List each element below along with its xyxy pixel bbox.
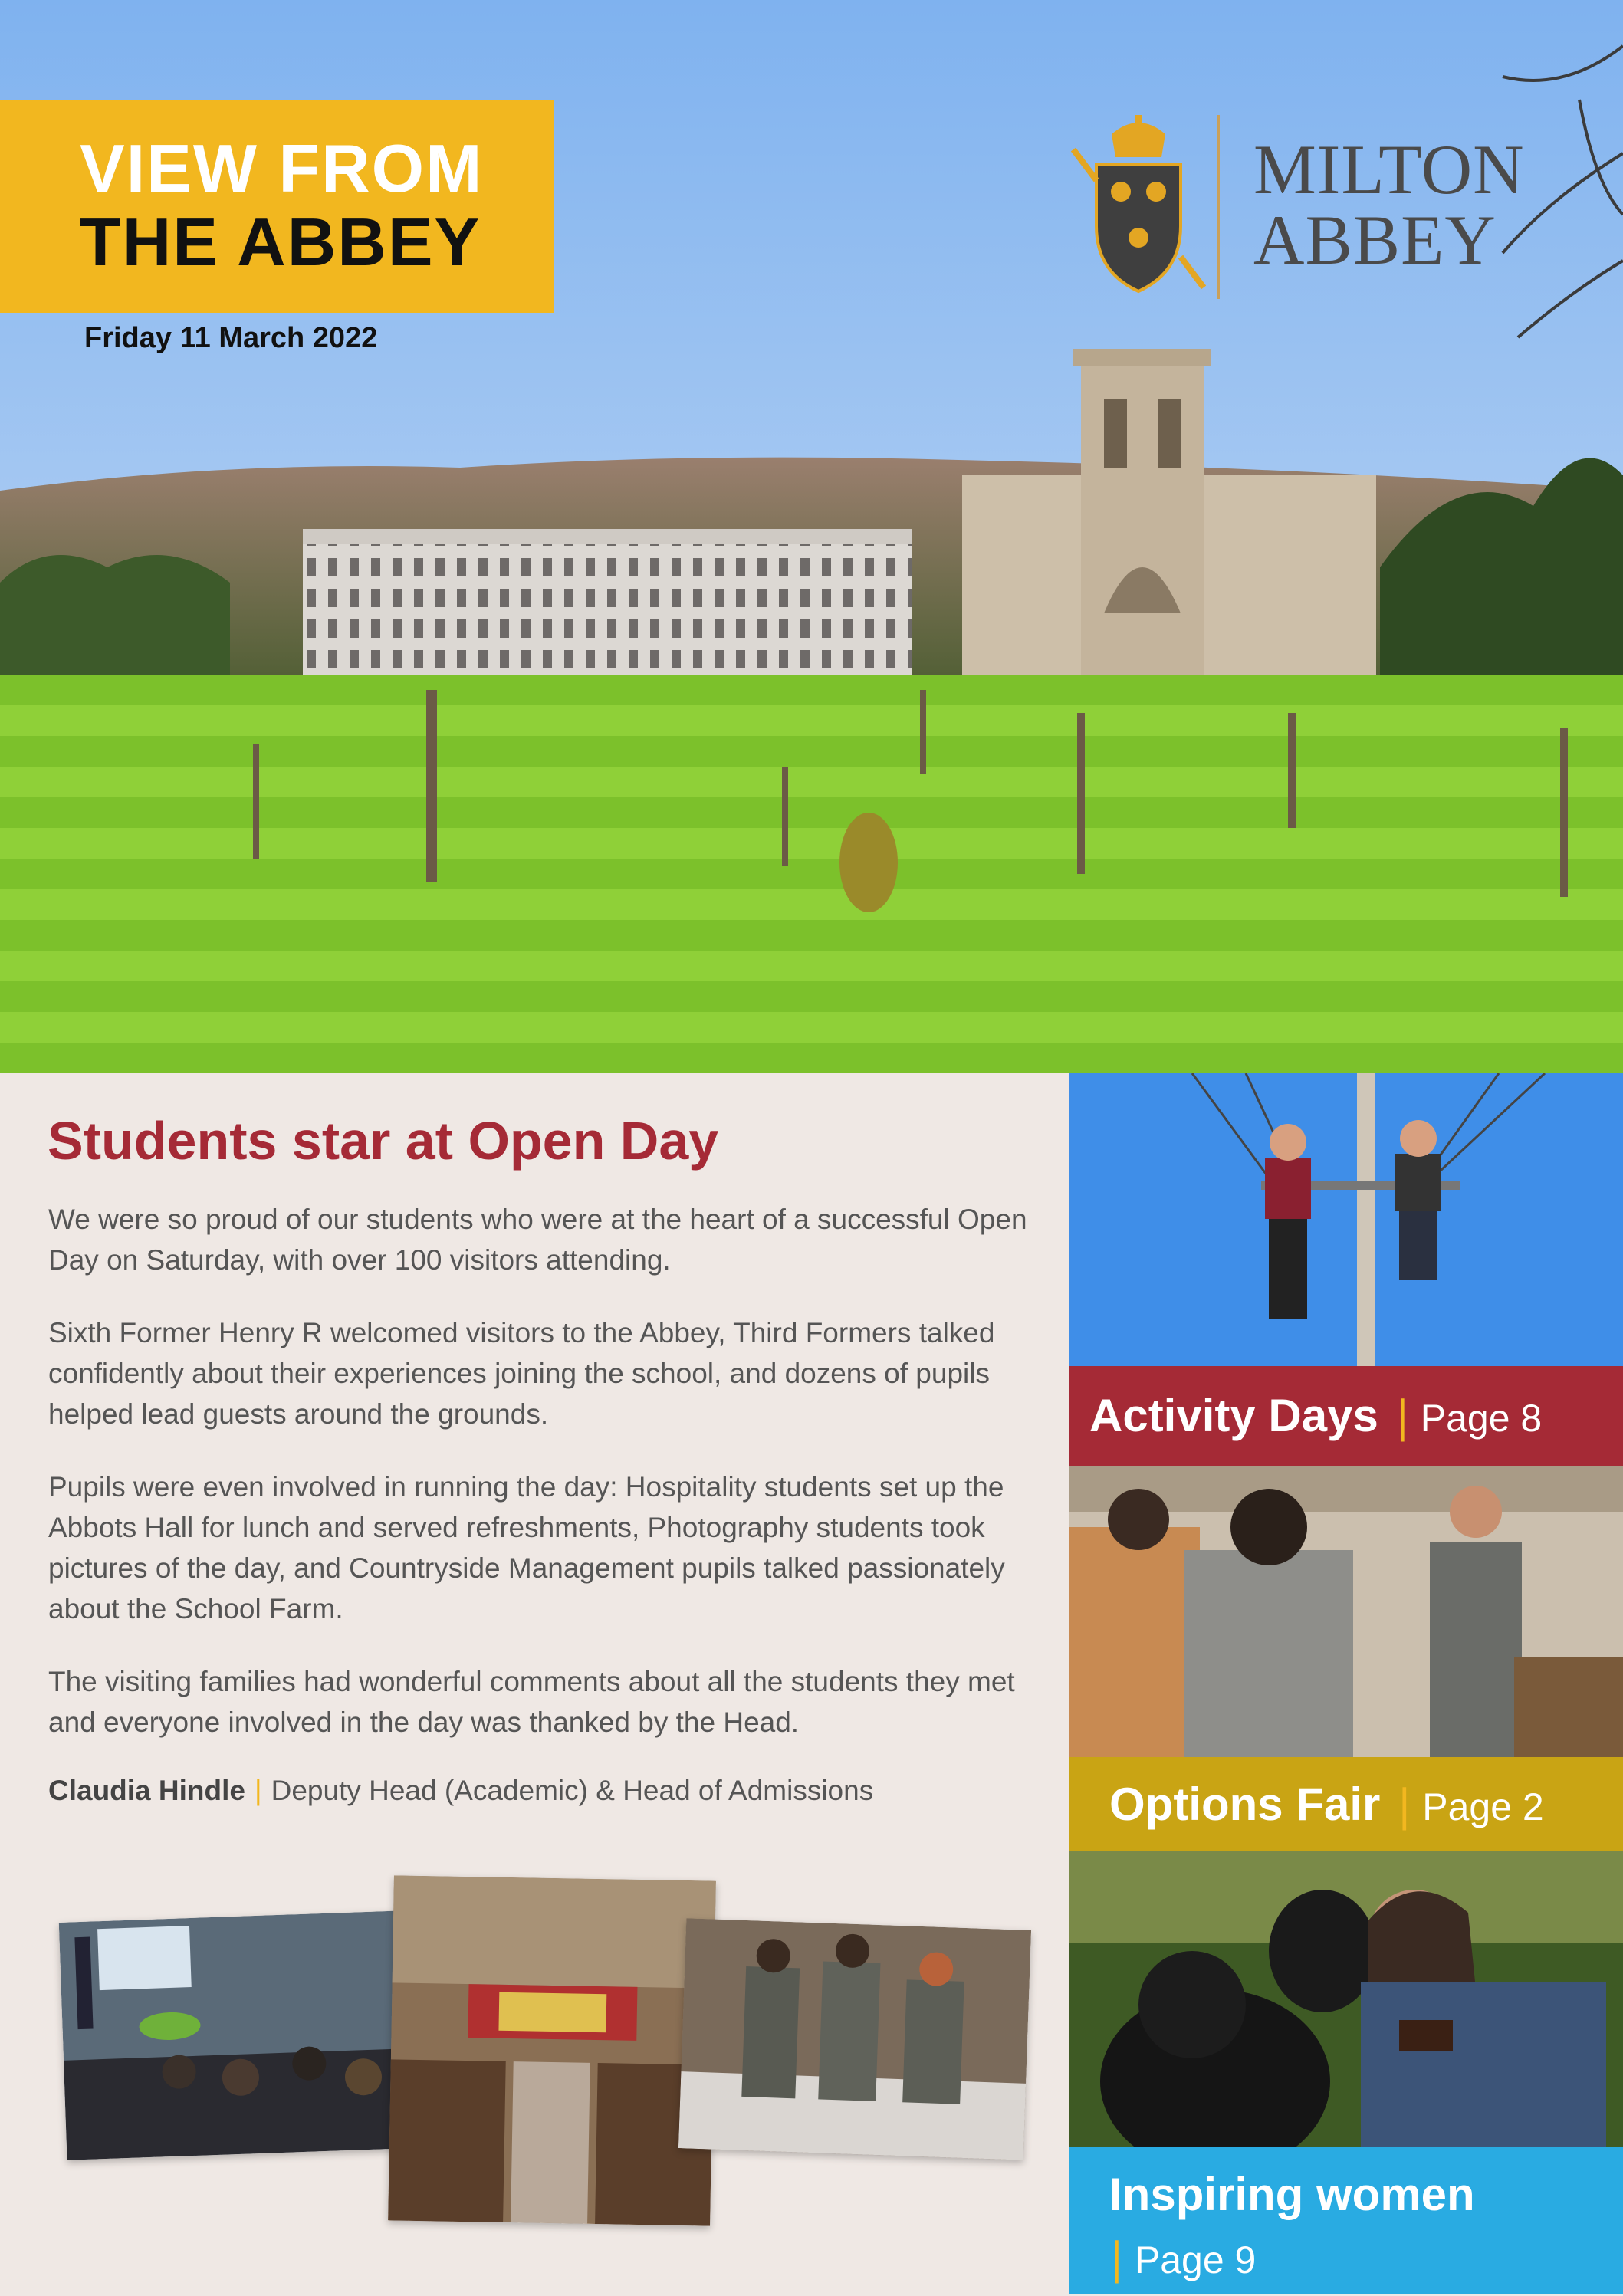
sidebar-item-page: Page 2 [1422,1785,1544,1828]
open-day-photo-collage [54,1878,1035,2277]
sidebar [1069,1073,1623,2294]
article-paragraph: Sixth Former Henry R welcomed visitors to the Abbey, Third Formers talked confidently about their experiences joining the school, and dozens of pupils helped lead guests around the grounds. [48,1317,995,1430]
logo-line2: ABBEY [1253,201,1497,279]
photo-presentation [59,1910,412,2160]
hero-banner [0,0,1623,1073]
photo-students-table [678,1918,1031,2160]
logo-line1: MILTON [1253,130,1525,209]
activity-days-photo [1069,1073,1623,1366]
article-paragraph: Pupils were even involved in running the day: Hospitality students set up the Abbots Hall for lunch and served refreshments, Photography students took pictures of the day, and Countryside Management pupils talked passionately about the School Farm. [48,1471,1005,1624]
sidebar-item-page: Page 8 [1420,1397,1543,1440]
school-logo [1066,111,1556,303]
sidebar-item-title: Inspiring women [1109,2169,1475,2220]
options-fair-photo [1069,1466,1623,1757]
sidebar-item-page: Page 9 [1134,2239,1257,2281]
logo-wordmark [1253,130,1525,279]
author-role: Deputy Head (Academic) & Head of Admissions [271,1775,874,1806]
sidebar-separator: | [1397,1781,1412,1831]
masthead-title-box [0,100,554,313]
article-byline [48,1775,1045,1807]
sidebar-link-inspiring-women[interactable] [1069,2147,1623,2294]
issue-date: Friday 11 March 2022 [84,322,378,354]
masthead-title-line1: VIEW FROM [80,130,484,206]
author-name: Claudia Hindle [48,1775,245,1806]
masthead-title-line2: THE ABBEY [80,204,481,280]
sidebar-separator: | [1395,1392,1410,1442]
logo-divider [1217,115,1220,299]
article-body [48,1199,1045,1807]
sidebar-link-options-fair[interactable] [1069,1757,1623,1851]
byline-separator: | [254,1775,262,1806]
sidebar-item-title: Activity Days [1089,1390,1378,1441]
article-headline: Students star at Open Day [48,1111,719,1171]
sidebar-item-title: Options Fair [1109,1779,1381,1830]
photo-chapel [388,1875,716,2225]
sidebar-link-activity-days[interactable] [1069,1366,1623,1466]
main-article [0,1073,1069,2294]
sidebar-separator: | [1109,2234,1124,2284]
crest-icon [1066,111,1211,303]
article-paragraph: The visiting families had wonderful comments about all the students they met and everyone involved in the day was thanked by the Head. [48,1666,1015,1738]
article-paragraph: We were so proud of our students who were at the heart of a successful Open Day on Saturday, with over 100 visitors attending. [48,1204,1027,1276]
inspiring-women-photo [1069,1851,1623,2147]
